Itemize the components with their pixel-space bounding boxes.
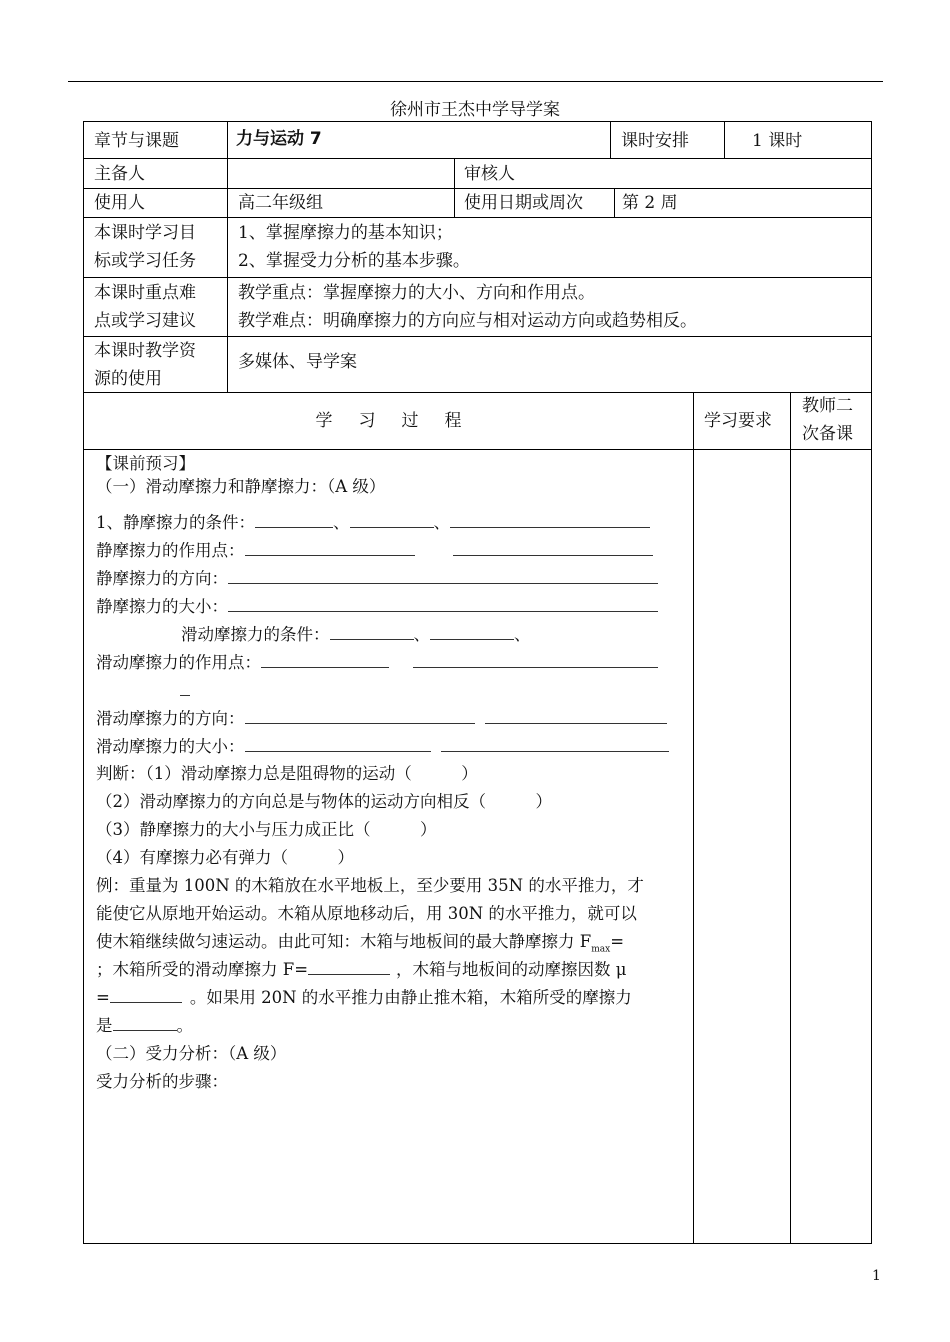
example-text: = <box>610 932 625 951</box>
example-line <box>96 959 627 981</box>
page-number: 1 <box>872 1268 881 1284</box>
subscript-max: max <box>591 944 611 955</box>
blank <box>180 680 190 696</box>
teacher-header-line: 次备课 <box>802 424 853 444</box>
row-divider <box>84 188 871 189</box>
blank <box>245 540 415 556</box>
separator: 、 <box>433 513 450 532</box>
chapter-label: 章节与课题 <box>94 131 179 151</box>
objective-item: 2、掌握受力分析的基本步骤。 <box>238 251 470 271</box>
objectives-label-line: 标或学习任务 <box>94 251 196 271</box>
example-text: ，木箱与地板间的动摩擦因数 μ <box>396 960 627 979</box>
static-direction-line <box>96 568 658 590</box>
example-line <box>96 931 624 960</box>
row-divider <box>84 449 871 450</box>
objectives-label-line: 本课时学习目 <box>94 223 196 243</box>
column-divider <box>610 122 611 158</box>
keypoints-label-line: 点或学习建议 <box>94 311 196 331</box>
column-divider <box>724 122 725 158</box>
row-divider <box>84 158 871 159</box>
analysis-steps-label: 受力分析的步骤： <box>96 1072 228 1091</box>
preview-heading: 【课前预习】 <box>96 454 195 473</box>
separator: 、 <box>333 513 350 532</box>
sliding-magnitude-line <box>96 736 669 758</box>
example-line: 例：重量为 100N 的木箱放在水平地板上，至少要用 35N 的水平推力，才 <box>96 876 644 895</box>
chapter-value: 力与运动 7 <box>236 129 322 149</box>
preparer-label: 主备人 <box>94 164 145 184</box>
blank <box>255 512 333 528</box>
resources-label <box>94 337 196 393</box>
keypoints-label-line: 本课时重点难 <box>94 283 196 303</box>
example-text: = <box>96 988 110 1007</box>
row-divider <box>84 392 871 393</box>
blank <box>350 512 434 528</box>
blank <box>110 987 182 1003</box>
judge-question-3: （3）静摩擦力的大小与压力成正比（ ） <box>96 820 437 839</box>
column-divider <box>693 392 694 1243</box>
example-text: 使木箱继续做匀速运动。由此可知：木箱与地板间的最大静摩擦力 F <box>96 932 592 951</box>
sliding-direction-label: 滑动摩擦力的方向： <box>96 709 245 728</box>
blank <box>330 624 414 640</box>
blank <box>245 736 431 752</box>
process-title: 学习过程 <box>315 411 488 431</box>
reviewer-label: 审核人 <box>464 164 515 184</box>
sliding-point-continuation <box>180 680 190 702</box>
blank <box>413 652 658 668</box>
teacher-header-line: 教师二 <box>802 396 853 416</box>
sliding-condition-line <box>181 624 531 646</box>
row-divider <box>84 336 871 337</box>
example-line <box>96 1015 193 1037</box>
keypoints-content <box>238 279 697 335</box>
column-divider <box>790 392 791 1243</box>
sliding-point-line <box>96 652 658 674</box>
judge-question-1: 判断：（1）滑动摩擦力总是阻碍物的运动（ ） <box>96 764 478 783</box>
example-text: 。如果用 20N 的水平推力由静止推木箱，木箱所受的摩擦力 <box>189 988 632 1007</box>
user-label: 使用人 <box>94 193 145 213</box>
example-line: 能使它从原地开始运动。木箱从原地移动后，用 30N 的水平推力，就可以 <box>96 904 637 923</box>
blank <box>450 512 650 528</box>
lesson-plan-table <box>83 121 872 1244</box>
date-value: 第 2 周 <box>622 193 678 213</box>
judge-question-2: （2）滑动摩擦力的方向总是与物体的运动方向相反（ ） <box>96 792 552 811</box>
row-divider <box>84 277 871 278</box>
blank <box>453 540 653 556</box>
row-divider <box>84 217 871 218</box>
blank <box>485 708 667 724</box>
static-magnitude-label: 静摩擦力的大小： <box>96 597 228 616</box>
resources-value: 多媒体、导学案 <box>238 352 357 372</box>
column-divider <box>227 122 228 392</box>
keypoints-label <box>94 279 196 335</box>
static-condition-line <box>96 512 650 534</box>
user-value: 高二年级组 <box>238 193 323 213</box>
objectives-list <box>238 219 470 275</box>
document-title: 徐州市王杰中学导学案 <box>390 100 560 120</box>
hours-label: 课时安排 <box>621 131 689 151</box>
sliding-condition-label: 滑动摩擦力的条件： <box>181 625 330 644</box>
separator: 、 <box>413 625 430 644</box>
teacher-notes-header <box>802 392 853 448</box>
blank <box>441 736 669 752</box>
static-direction-label: 静摩擦力的方向： <box>96 569 228 588</box>
sliding-magnitude-label: 滑动摩擦力的大小： <box>96 737 245 756</box>
static-point-label: 静摩擦力的作用点： <box>96 541 245 560</box>
blank <box>261 652 389 668</box>
column-divider <box>454 158 455 217</box>
blank <box>245 708 475 724</box>
static-condition-label: 1、静摩擦力的条件： <box>96 513 255 532</box>
blank <box>228 568 658 584</box>
example-text: ；木箱所受的滑动摩擦力 F= <box>96 960 309 979</box>
section-one-heading: （一）滑动摩擦力和静摩擦力：（A 级） <box>96 477 386 496</box>
objectives-label <box>94 219 196 275</box>
blank <box>113 1015 177 1031</box>
column-divider <box>614 188 615 217</box>
blank <box>308 959 390 975</box>
blank <box>228 596 658 612</box>
example-text: 。 <box>176 1016 193 1035</box>
section-two-heading: （二）受力分析：（A 级） <box>96 1044 287 1063</box>
example-line <box>96 987 632 1009</box>
hours-value: 1 课时 <box>752 131 803 151</box>
date-label: 使用日期或周次 <box>464 193 583 213</box>
objective-item: 1、掌握摩擦力的基本知识； <box>238 223 453 243</box>
resources-label-line: 源的使用 <box>94 369 162 389</box>
static-point-line <box>96 540 653 562</box>
header-rule <box>68 81 883 82</box>
static-magnitude-line <box>96 596 658 618</box>
sliding-point-label: 滑动摩擦力的作用点： <box>96 653 261 672</box>
resources-label-line: 本课时教学资 <box>94 341 196 361</box>
judge-question-4: （4）有摩擦力必有弹力（ ） <box>96 848 354 867</box>
blank <box>430 624 514 640</box>
separator: 、 <box>514 625 531 644</box>
teaching-difficulty: 教学难点：明确摩擦力的方向应与相对运动方向或趋势相反。 <box>238 311 697 331</box>
teaching-focus: 教学重点：掌握摩擦力的大小、方向和作用点。 <box>238 283 595 303</box>
sliding-direction-line <box>96 708 667 730</box>
example-text: 是 <box>96 1016 113 1035</box>
requirements-header: 学习要求 <box>704 411 772 431</box>
